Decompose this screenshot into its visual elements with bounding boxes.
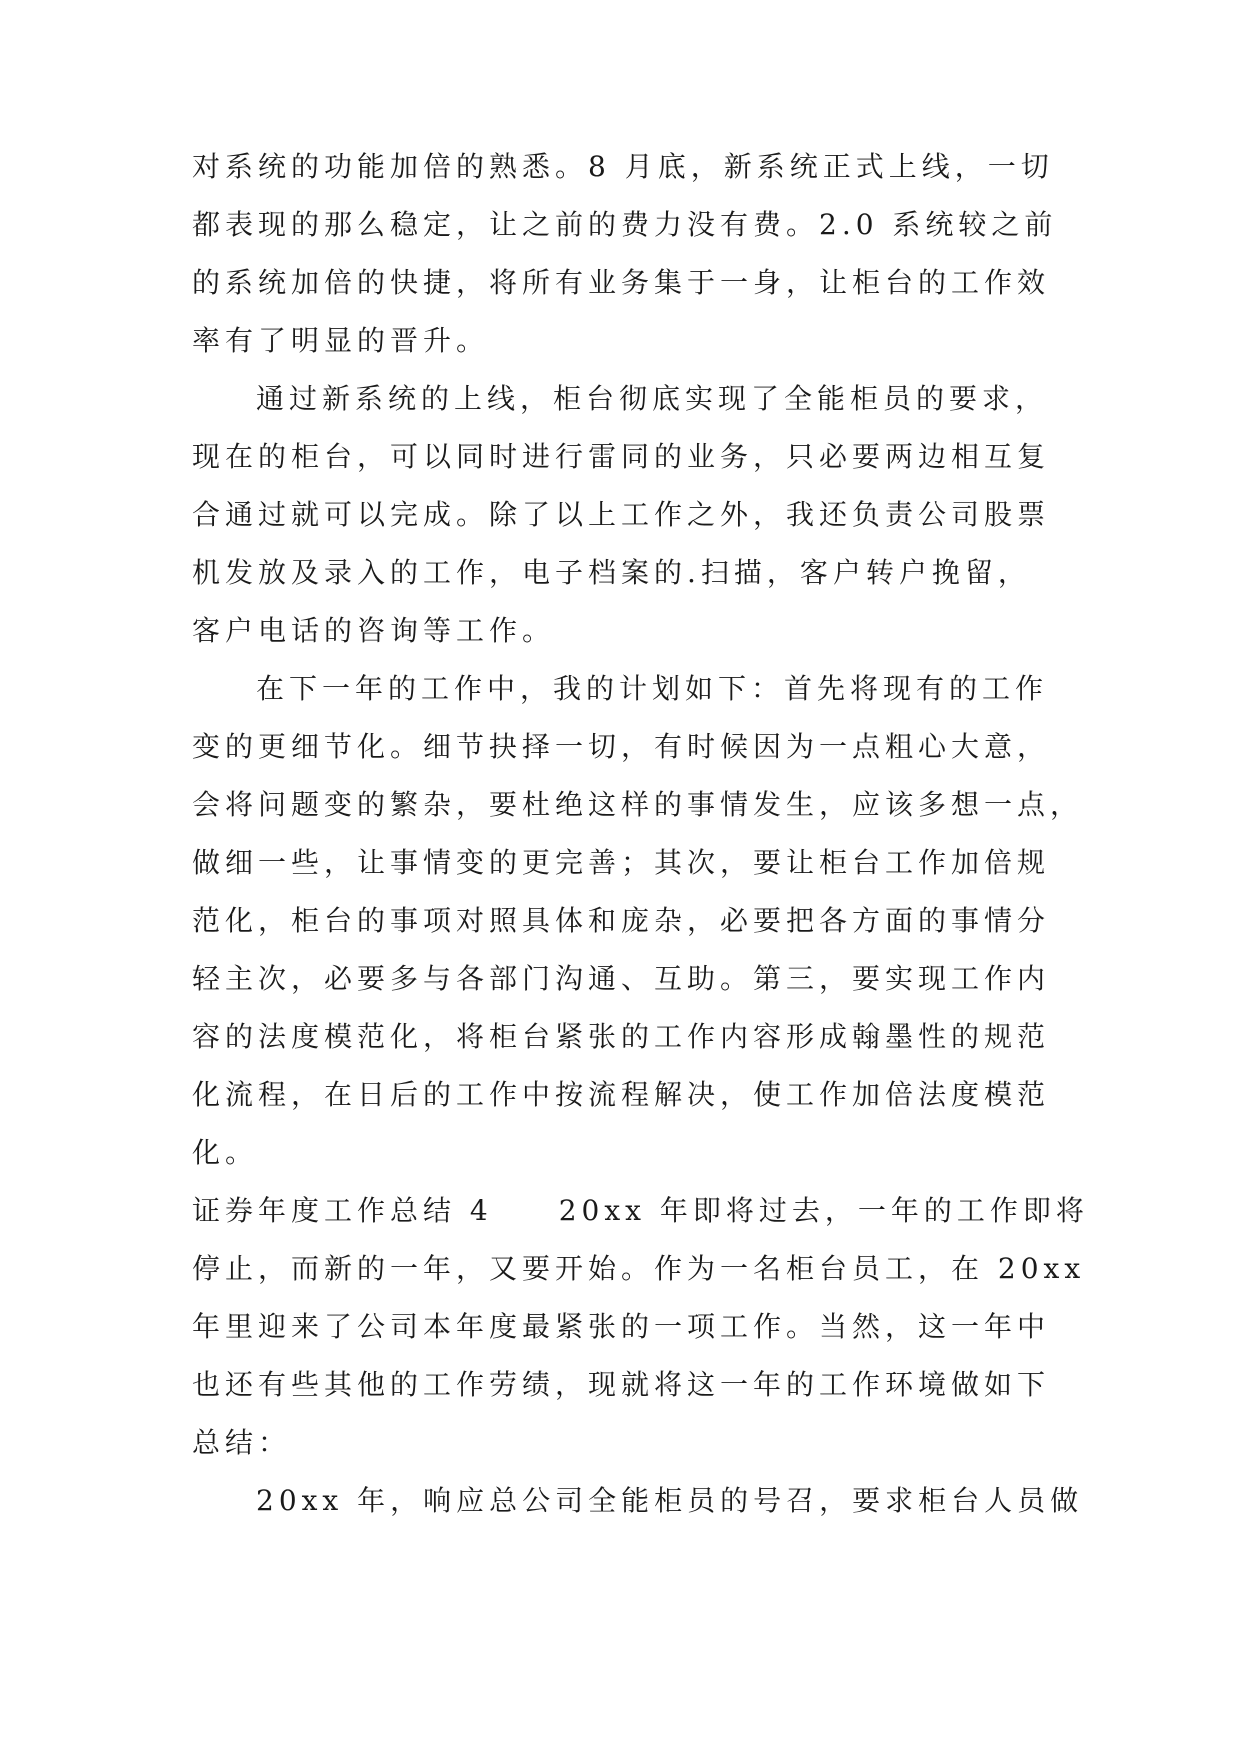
- section-heading-line: 证券年度工作总结 4 20xx 年即将过去，一年的工作即将: [192, 1194, 1089, 1227]
- text-line: 变的更细节化。细节抉择一切，有时候因为一点粗心大意，: [192, 730, 1051, 763]
- document-body: [192, 138, 1089, 1530]
- text-line: 年里迎来了公司本年度最紧张的一项工作。当然，这一年中: [192, 1310, 1051, 1343]
- text-line: 对系统的功能加倍的熟悉。8 月底，新系统正式上线，一切: [192, 150, 1054, 183]
- paragraph-start-line: 在下一年的工作中，我的计划如下：首先将现有的工作: [256, 672, 1049, 705]
- text-line: 化流程，在日后的工作中按流程解决，使工作加倍法度模范: [192, 1078, 1051, 1111]
- text-line: 合通过就可以完成。除了以上工作之外，我还负责公司股票: [192, 498, 1051, 531]
- text-line: 停止，而新的一年，又要开始。作为一名柜台员工，在 20xx: [192, 1252, 1086, 1285]
- paragraph-start-line: 通过新系统的上线，柜台彻底实现了全能柜员的要求，: [256, 382, 1049, 415]
- text-line: 会将问题变的繁杂，要杜绝这样的事情发生，应该多想一点，: [192, 788, 1084, 821]
- text-line: 率有了明显的晋升。: [192, 324, 490, 357]
- text-line: 做细一些，让事情变的更完善；其次，要让柜台工作加倍规: [192, 846, 1051, 879]
- text-line: 也还有些其他的工作劳绩，现就将这一年的工作环境做如下: [192, 1368, 1051, 1401]
- text-line: 容的法度模范化，将柜台紧张的工作内容形成翰墨性的规范: [192, 1020, 1051, 1053]
- text-line: 机发放及录入的工作，电子档案的.扫描，客户转户挽留，: [192, 556, 1031, 589]
- text-line: 总结：: [192, 1426, 292, 1459]
- text-line: 化。: [192, 1136, 259, 1169]
- text-line: 范化，柜台的事项对照具体和庞杂，必要把各方面的事情分: [192, 904, 1051, 937]
- paragraph-start-line: 20xx 年，响应总公司全能柜员的号召，要求柜台人员做: [256, 1484, 1084, 1517]
- text-line: 现在的柜台，可以同时进行雷同的业务，只必要两边相互复: [192, 440, 1051, 473]
- text-line: 的系统加倍的快捷，将所有业务集于一身，让柜台的工作效: [192, 266, 1051, 299]
- text-line: 客户电话的咨询等工作。: [192, 614, 556, 647]
- text-line: 都表现的那么稳定，让之前的费力没有费。2.0 系统较之前: [192, 208, 1058, 241]
- text-line: 轻主次，必要多与各部门沟通、互助。第三，要实现工作内: [192, 962, 1051, 995]
